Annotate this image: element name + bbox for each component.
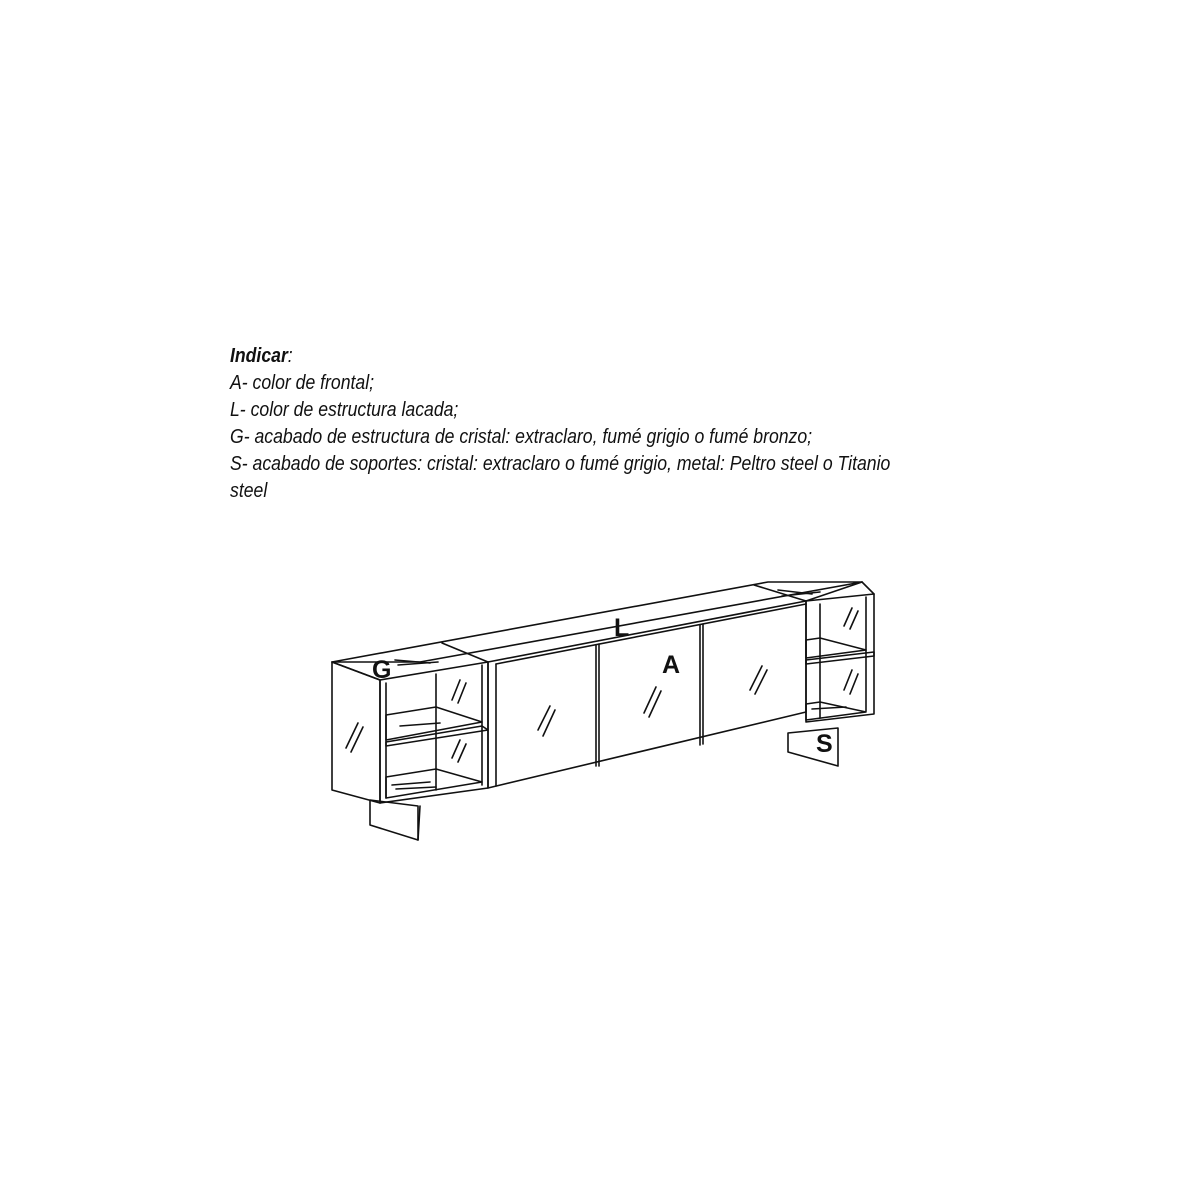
front-doors <box>488 601 806 788</box>
label-s-supports: S <box>816 730 833 758</box>
note-a-front-color: A- color de frontal; <box>230 371 375 394</box>
note-l-structure-color: L- color de estructura lacada; <box>230 398 459 421</box>
left-glass-module <box>332 660 488 803</box>
label-l-lacquered-structure: L <box>614 614 630 642</box>
note-s-support-finish: S- acabado de soportes: cristal: extraclaro o fumé grigio, metal: Peltro steel o Titanio <box>230 452 891 475</box>
top-surface <box>332 582 862 662</box>
notes-heading: Indicar: <box>230 344 293 367</box>
label-g-glass-structure: G <box>372 656 392 684</box>
note-s-support-finish-cont: steel <box>230 479 268 502</box>
label-a-front: A <box>662 651 681 679</box>
note-g-glass-finish: G- acabado de estructura de cristal: extraclaro, fumé grigio o fumé bronzo; <box>230 425 813 448</box>
left-support <box>370 800 420 840</box>
